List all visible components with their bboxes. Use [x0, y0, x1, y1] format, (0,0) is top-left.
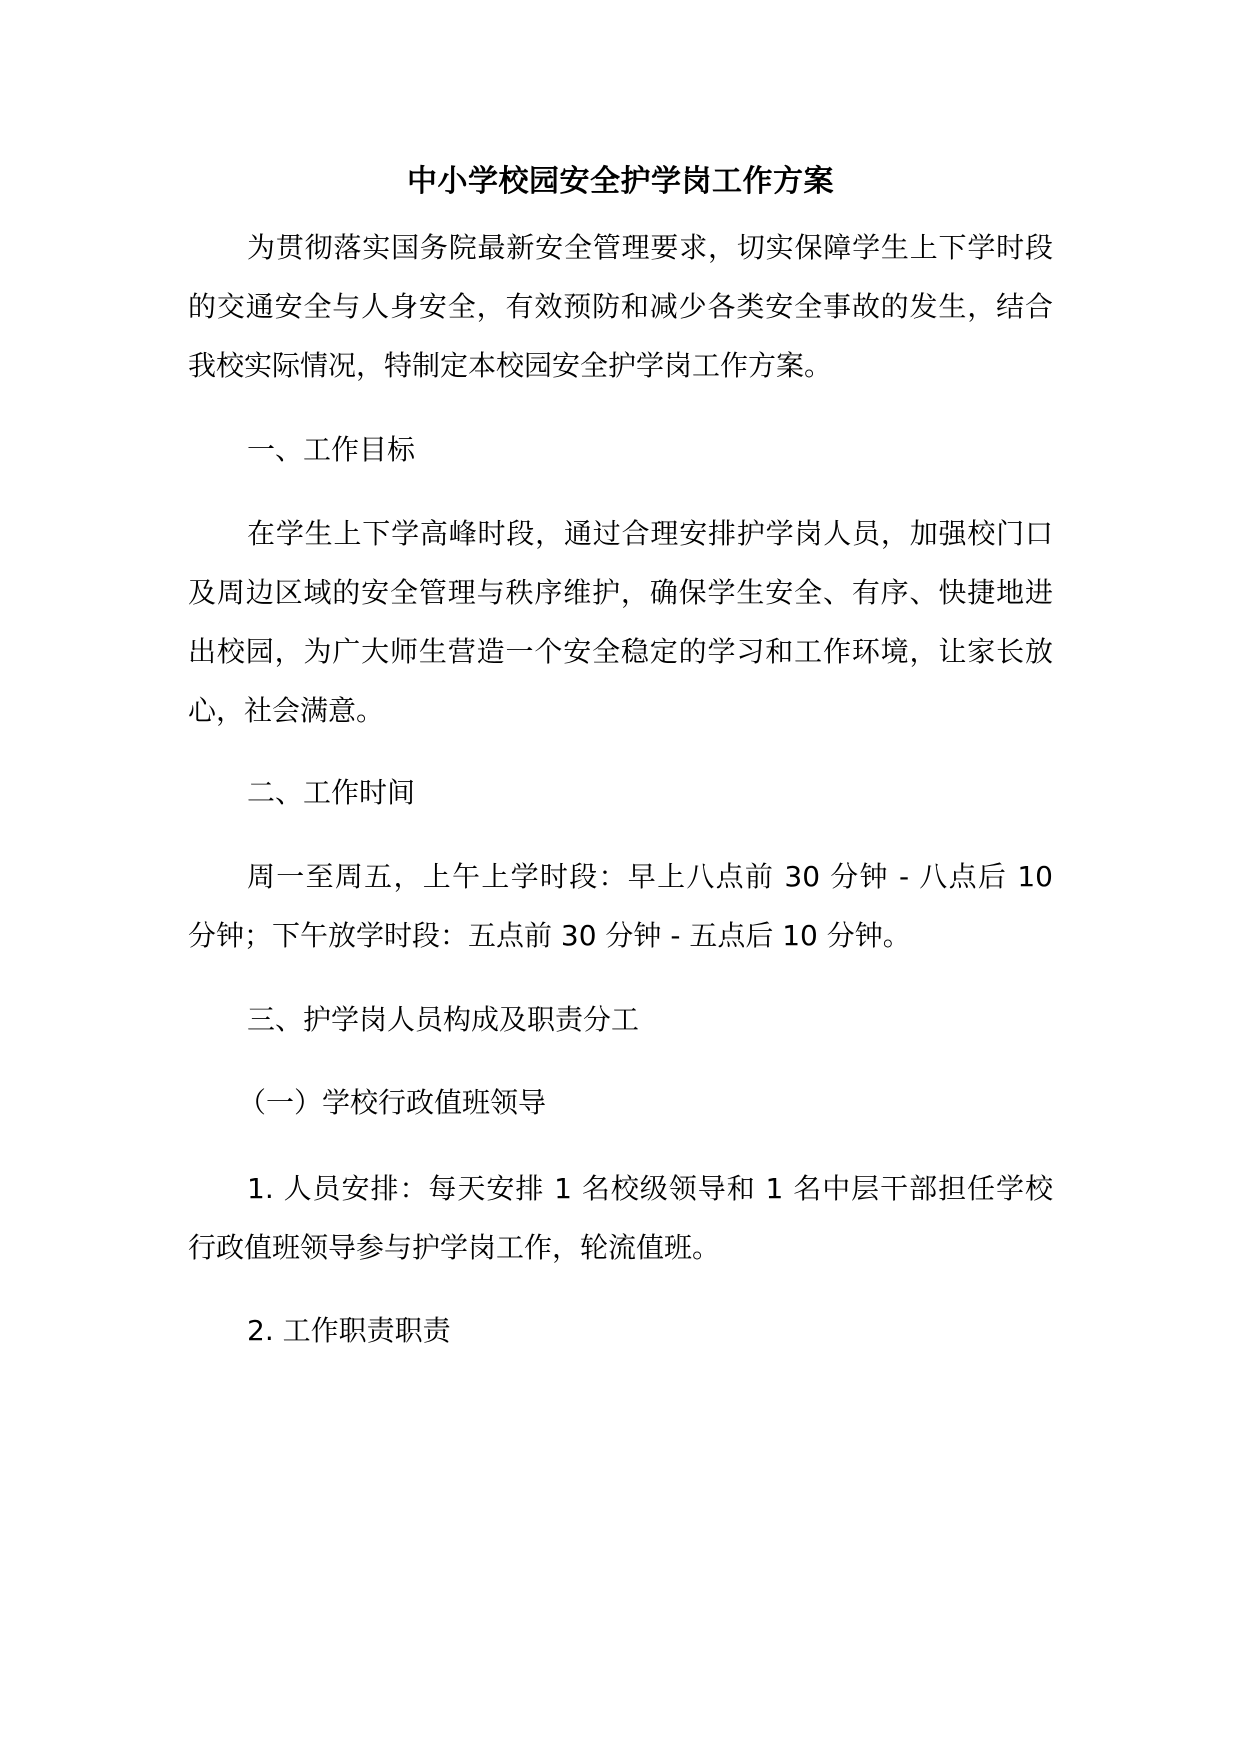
item-duties-heading: 2. 工作职责职责 — [247, 1314, 451, 1347]
paragraph-line: 分钟；下午放学时段：五点前 30 分钟 - 五点后 10 分钟。 — [188, 919, 911, 952]
paragraph-line: 行政值班领导参与护学岗工作，轮流值班。 — [188, 1231, 721, 1264]
document-title: 中小学校园安全护学岗工作方案 — [407, 164, 834, 199]
paragraph-line: 为贯彻落实国务院最新安全管理要求，切实保障学生上下学时段 — [247, 231, 1053, 264]
paragraph-line: 我校实际情况，特制定本校园安全护学岗工作方案。 — [188, 349, 833, 382]
paragraph-line: 心，社会满意。 — [188, 694, 385, 727]
paragraph-line: 及周边区域的安全管理与秩序维护，确保学生安全、有序、快捷地进 — [188, 576, 1053, 609]
section-heading-staff: 三、护学岗人员构成及职责分工 — [247, 1003, 640, 1036]
section-heading-goals: 一、工作目标 — [247, 433, 416, 466]
paragraph-line: 1. 人员安排：每天安排 1 名校级领导和 1 名中层干部担任学校 — [247, 1172, 1053, 1205]
subsection-heading-admin-leaders: （一）学校行政值班领导 — [238, 1086, 547, 1119]
paragraph-line: 周一至周五，上午上学时段：早上八点前 30 分钟 - 八点后 10 — [247, 860, 1053, 893]
paragraph-line: 在学生上下学高峰时段，通过合理安排护学岗人员，加强校门口 — [247, 517, 1053, 550]
paragraph-line: 出校园，为广大师生营造一个安全稳定的学习和工作环境，让家长放 — [188, 635, 1053, 668]
section-heading-schedule: 二、工作时间 — [247, 776, 416, 809]
paragraph-line: 的交通安全与人身安全，有效预防和减少各类安全事故的发生，结合 — [188, 290, 1053, 323]
